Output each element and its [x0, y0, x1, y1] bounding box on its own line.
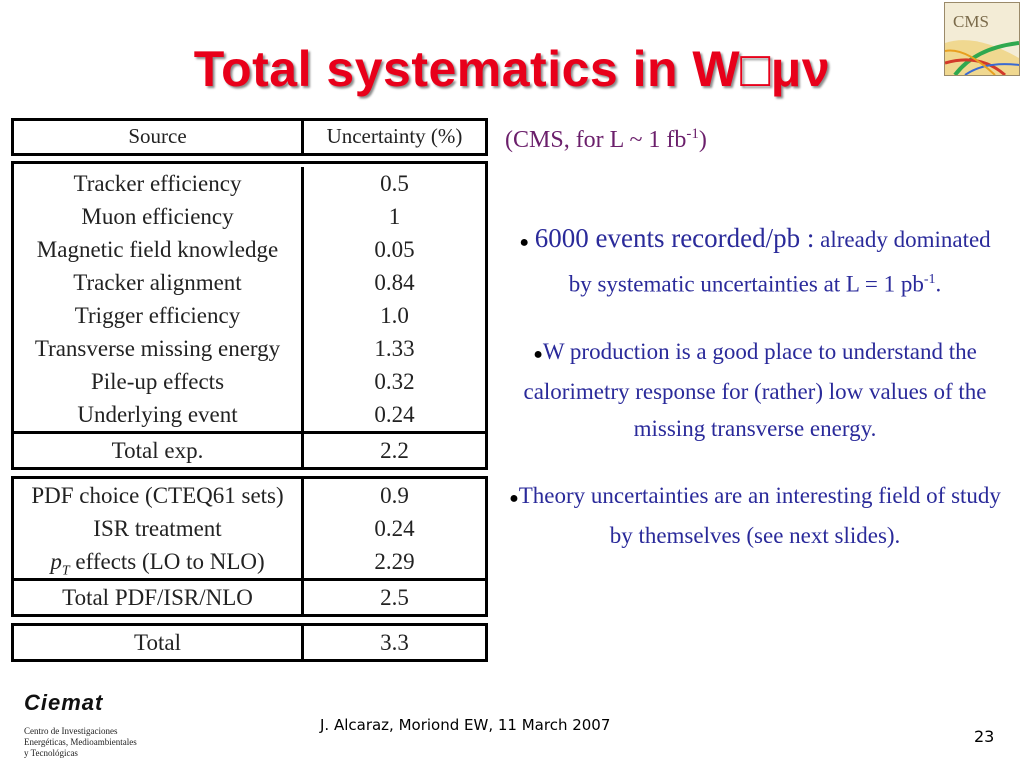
- row-value: 0.32: [374, 369, 415, 394]
- ciemat-subtitle: [24, 726, 194, 759]
- row-value: 1: [388, 204, 401, 229]
- bullet-2: [505, 333, 1005, 447]
- row-source: Pile-up effects: [90, 369, 225, 394]
- cms-logo-graphic: [945, 3, 1019, 75]
- grand-total-row: [11, 623, 488, 662]
- cms-logo-text: CMS: [953, 12, 989, 31]
- total-value: 3.3: [380, 630, 409, 655]
- total-theory-value: 2.5: [380, 585, 409, 610]
- row-value: 0.24: [374, 402, 415, 427]
- row-source: Magnetic field knowledge: [36, 237, 279, 262]
- row-source: Tracker efficiency: [73, 171, 242, 196]
- slide-title: Total systematics in W□μν: [193, 41, 831, 97]
- footer-text: J. Alcaraz, Moriond EW, 11 March 2007: [320, 716, 611, 734]
- total-exp-value: 2.2: [380, 438, 409, 463]
- ciemat-logo: [24, 690, 194, 758]
- systematics-table: [11, 118, 488, 662]
- ciemat-wordmark: Ciemat: [24, 690, 104, 715]
- bullet-1-highlight: 6000 events recorded/pb :: [534, 223, 815, 253]
- row-value: 1.0: [380, 303, 409, 328]
- row-value: 0.9: [380, 483, 409, 508]
- pt-symbol: p: [50, 549, 62, 574]
- bullet-marker: ●: [533, 345, 543, 363]
- total-label: Total: [134, 630, 181, 655]
- bullet-3: [505, 477, 1005, 554]
- table-header: [11, 118, 488, 156]
- cms-logo: [944, 2, 1020, 76]
- experimental-block: [11, 161, 488, 434]
- ciemat-line: y Tecnológicas: [24, 748, 78, 758]
- row-value: 0.24: [374, 516, 415, 541]
- bullet-2-text: W production is a good place to understand the calorimetry response for (rather) low values of the missing transverse energy.: [523, 338, 987, 441]
- page-number: 23: [974, 727, 995, 746]
- row-source: Transverse missing energy: [34, 336, 281, 361]
- bullet-marker: ●: [509, 489, 519, 507]
- theory-block: [11, 476, 488, 581]
- row-source: Tracker alignment: [73, 270, 242, 295]
- pt-subscript: T: [61, 563, 70, 579]
- row-source: Muon efficiency: [81, 204, 234, 229]
- total-theory-row: [11, 578, 488, 617]
- header-source: Source: [128, 124, 187, 148]
- total-theory-label: Total PDF/ISR/NLO: [62, 585, 253, 610]
- bullet-1: [505, 220, 1005, 303]
- row-source: Underlying event: [77, 402, 238, 427]
- row-value: 0.05: [374, 237, 415, 262]
- bullet-3-text: Theory uncertainties are an interesting field of study by themselves (see next slides).: [518, 482, 1001, 548]
- row-source: Trigger efficiency: [74, 303, 241, 328]
- bullet-marker: ●: [519, 234, 529, 251]
- row-source: PDF choice (CTEQ61 sets): [31, 483, 284, 508]
- header-uncertainty: Uncertainty (%): [326, 124, 463, 148]
- bullet-1-sup: -1: [923, 272, 936, 287]
- row-value: 0.5: [380, 171, 409, 196]
- total-exp-row: [11, 431, 488, 470]
- row-source-pt: [14, 545, 301, 578]
- bullet-1-text: already dominated by systematic uncertainties at L = 1 pb: [568, 227, 991, 297]
- ciemat-line: Centro de Investigaciones: [24, 726, 118, 736]
- cms-note-close: ): [698, 127, 707, 153]
- row-value: 1.33: [374, 336, 415, 361]
- row-value: 2.29: [374, 549, 415, 574]
- total-exp-label: Total exp.: [111, 438, 204, 463]
- bullet-list: [505, 220, 1005, 584]
- bullet-1-tail: .: [935, 271, 942, 297]
- pt-text: effects (LO to NLO): [69, 549, 265, 574]
- cms-note-text: (CMS, for L ~ 1 fb: [505, 127, 687, 153]
- row-source: ISR treatment: [93, 516, 222, 541]
- ciemat-line: Energéticas, Medioambientales: [24, 737, 137, 747]
- row-value: 0.84: [374, 270, 415, 295]
- cms-note-sup: -1: [686, 126, 699, 142]
- cms-luminosity-note: [505, 126, 707, 154]
